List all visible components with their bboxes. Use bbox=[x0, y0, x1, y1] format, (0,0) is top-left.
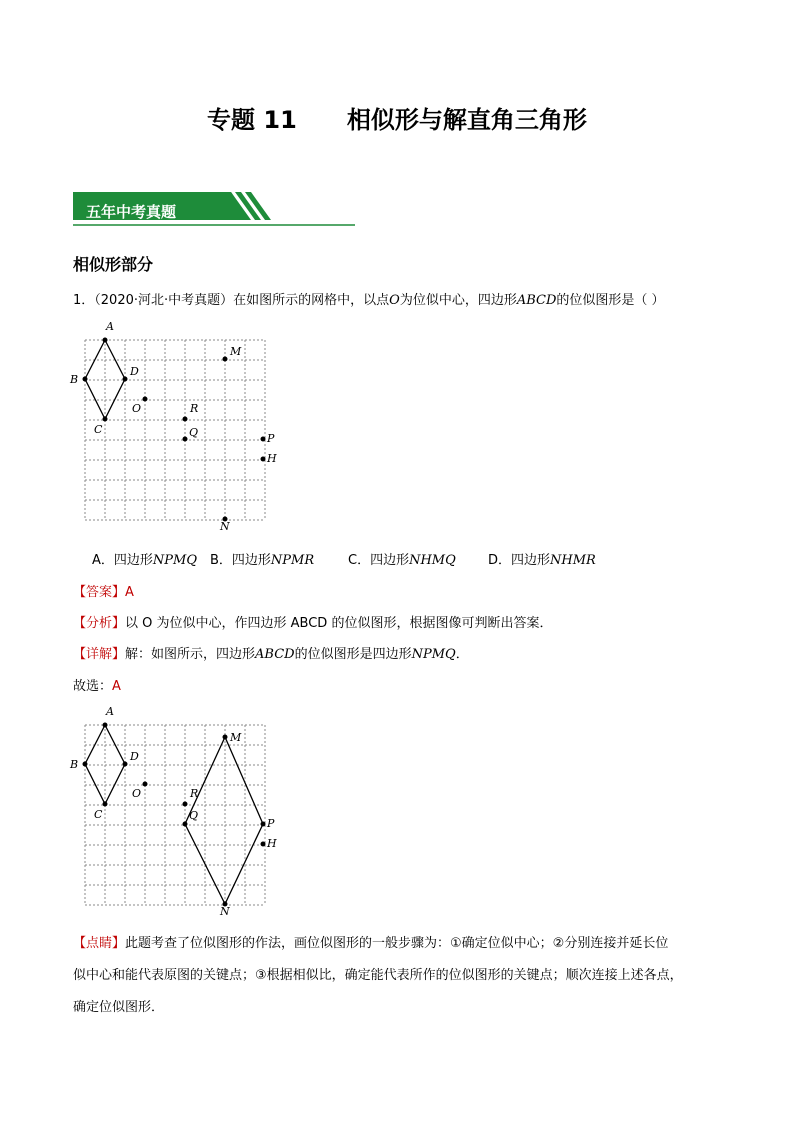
option-c: C．四边形NHMQ bbox=[348, 553, 456, 568]
comment-line-1 bbox=[73, 928, 723, 960]
answer-line bbox=[73, 581, 134, 600]
label-m: M bbox=[230, 345, 242, 358]
analysis-tag: 【分析】 bbox=[73, 616, 126, 631]
label-q: Q bbox=[189, 426, 199, 439]
label-h2: H bbox=[267, 837, 277, 850]
label-a: A bbox=[106, 320, 114, 333]
figure-question bbox=[60, 315, 280, 535]
label-b2: B bbox=[70, 758, 79, 771]
answer-value: A bbox=[125, 585, 134, 600]
banner-label: 五年中考真题 bbox=[86, 203, 177, 221]
option-d: D．四边形NHMR bbox=[488, 553, 596, 568]
label-c2: C bbox=[94, 808, 103, 821]
question-number: 1． bbox=[73, 293, 95, 308]
detail-quad: ABCD bbox=[255, 647, 295, 662]
choose-value: A bbox=[112, 679, 121, 694]
label-n: N bbox=[220, 520, 230, 533]
label-q2: Q bbox=[189, 809, 199, 822]
label-r2: R bbox=[190, 787, 199, 800]
option-a: A．四边形NPMQ bbox=[92, 553, 197, 568]
label-p: P bbox=[267, 432, 275, 445]
label-r: R bbox=[190, 402, 199, 415]
choose-line bbox=[73, 675, 121, 694]
label-b: B bbox=[70, 373, 79, 386]
question-1 bbox=[73, 289, 665, 308]
comment-line-3: 确定位似图形． bbox=[73, 1000, 165, 1015]
comment-tag: 【点睛】 bbox=[73, 936, 126, 951]
detail-tag: 【详解】 bbox=[73, 647, 126, 662]
comment-text-1: 此题考查了位似图形的作法，画位似图形的一般步骤为：①确定位似中心；②分别连接并延长位 bbox=[125, 936, 669, 951]
analysis-text: 以 O 为位似中心，作四边形 ABCD 的位似图形，根据图像可判断出答案． bbox=[125, 616, 553, 631]
question-text-mid: 为位似中心，四边形 bbox=[399, 293, 517, 308]
label-n2: N bbox=[220, 905, 230, 918]
label-d2: D bbox=[130, 750, 139, 763]
detail-result: NPMQ bbox=[411, 647, 456, 662]
label-a2: A bbox=[106, 705, 114, 718]
analysis-line bbox=[73, 612, 552, 631]
question-text: 在如图所示的网格中，以点 bbox=[233, 293, 390, 308]
label-m2: M bbox=[230, 731, 242, 744]
label-c: C bbox=[94, 423, 103, 436]
figure-solution bbox=[60, 700, 280, 920]
label-d: D bbox=[130, 365, 139, 378]
detail-line bbox=[73, 643, 469, 662]
choose-label: 故选： bbox=[73, 679, 113, 694]
quad-name: ABCD bbox=[516, 293, 557, 308]
comment-line-2: 似中心和能代表原图的关键点；③根据相似比，确定能代表所作的位似图形的关键点；顺次连接上述各点， bbox=[73, 968, 683, 983]
label-h: H bbox=[267, 452, 277, 465]
comment-paragraph bbox=[73, 928, 723, 1024]
label-o: O bbox=[132, 402, 142, 415]
point-o: O bbox=[389, 293, 400, 308]
section-heading: 相似形部分 bbox=[73, 255, 154, 274]
question-text-post: 的位似图形是（ ） bbox=[556, 293, 665, 308]
label-o2: O bbox=[132, 787, 142, 800]
answer-options bbox=[92, 549, 596, 568]
detail-text-post: ． bbox=[455, 647, 469, 662]
detail-text-mid: 的位似图形是四边形 bbox=[294, 647, 412, 662]
detail-text: 解：如图所示，四边形 bbox=[125, 647, 256, 662]
answer-tag: 【答案】 bbox=[73, 585, 126, 600]
label-p2: P bbox=[267, 817, 275, 830]
question-source: （2020·河北·中考真题） bbox=[94, 293, 234, 308]
page-title: 专题 11 相似形与解直角三角形 bbox=[207, 106, 587, 134]
option-b: B．四边形NPMR bbox=[210, 553, 315, 568]
